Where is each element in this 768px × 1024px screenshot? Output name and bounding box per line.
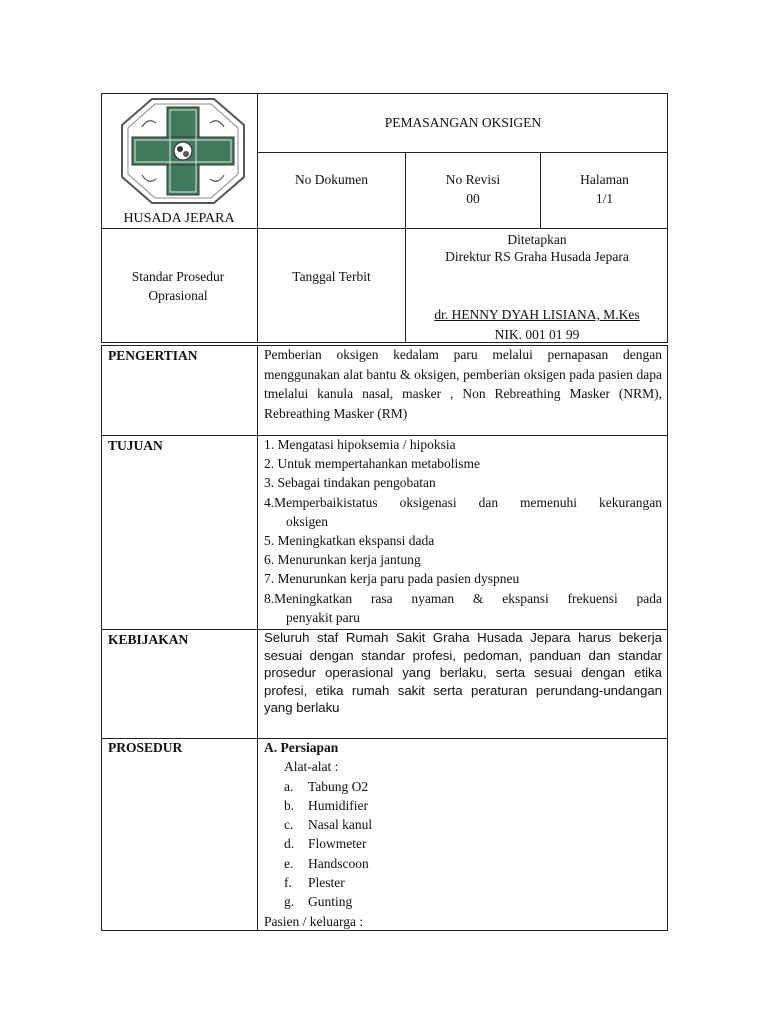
list-item: 7. Menurunkan kerja paru pada pasien dyspneu <box>264 571 520 587</box>
list-item: g. Gunting <box>284 894 353 910</box>
director-title: Direktur RS Graha Husada Jepara <box>445 249 629 264</box>
prosedur-label: PROSEDUR <box>108 740 183 755</box>
list-item: 8.Meningkatkan rasa nyaman & ekspansi frekuensi pada <box>264 590 662 606</box>
set-by-label: Ditetapkan <box>507 232 567 247</box>
pengertian-text: Pemberian oksigen kedalam paru melalui pernapasan dengan menggunakan alat bantu & oksigen, pemberian oksigen pada pasien dapa tmelalui kanula nasal, masker , Non Rebreathing Masker (NRM), Rebreathing Masker (RM) <box>264 347 662 421</box>
kebijakan-label: KEBIJAKAN <box>108 632 189 647</box>
tools-label: Alat-alat : <box>284 759 339 775</box>
list-item: 4.Memperbaikistatus oksigenasi dan memenuhi kekurangan <box>264 494 662 510</box>
sop-label: Standar Prosedur Oprasional <box>131 269 225 303</box>
divider <box>257 152 668 153</box>
list-item: 2. Untuk mempertahankan metabolisme <box>264 456 480 472</box>
list-item: 6. Menurunkan kerja jantung <box>264 552 421 568</box>
list-item: 1. Mengatasi hipoksemia / hipoksia <box>264 437 456 452</box>
logo-text: HUSADA JEPARA <box>123 211 235 226</box>
issue-date-label: Tanggal Terbit <box>292 269 371 284</box>
list-item: a. Tabung O2 <box>284 778 369 794</box>
document-title: PEMASANGAN OKSIGEN <box>384 115 542 130</box>
list-item: oksigen <box>286 513 328 529</box>
list-item: 3. Sebagai tindakan pengobatan <box>264 475 436 491</box>
page-label: Halaman <box>580 172 629 187</box>
signatory-nik: NIK. 001 01 99 <box>494 327 580 342</box>
section-heading: A. Persiapan <box>264 740 339 755</box>
list-item: d. Flowmeter <box>284 836 367 852</box>
prosedur-content <box>264 738 662 931</box>
list-item: e. Handscoon <box>284 855 369 871</box>
doc-number-label: No Dokumen <box>294 172 369 187</box>
list-item: c. Nasal kanul <box>284 817 373 833</box>
signatory-name: dr. HENNY DYAH LISIANA, M.Kes <box>434 307 640 322</box>
list-item: 5. Meningkatkan ekspansi dada <box>264 533 435 549</box>
pengertian-label: PENGERTIAN <box>108 348 198 363</box>
revision-value: 00 <box>466 191 480 206</box>
tujuan-label: TUJUAN <box>108 438 163 453</box>
tujuan-list <box>264 435 662 627</box>
divider <box>101 228 668 229</box>
kebijakan-text: Seluruh staf Rumah Sakit Graha Husada Jepara harus bekerja sesuai dengan standar profesi, pedoman, panduan dan standar prosedur operasional yang berlaku, serta sesuai dengan etika profesi, etika rumah sakit serta peraturan perundang-undangan yang berlaku <box>264 630 662 716</box>
list-item: b. Humidifier <box>284 797 368 813</box>
divider <box>257 345 258 931</box>
hospital-logo-icon <box>120 97 246 205</box>
page-value: 1/1 <box>595 191 614 206</box>
patient-label: Pasien / keluarga : <box>264 913 364 929</box>
list-item: f. Plester <box>284 875 345 891</box>
revision-label: No Revisi <box>445 172 501 187</box>
list-item: penyakit paru <box>286 609 360 625</box>
